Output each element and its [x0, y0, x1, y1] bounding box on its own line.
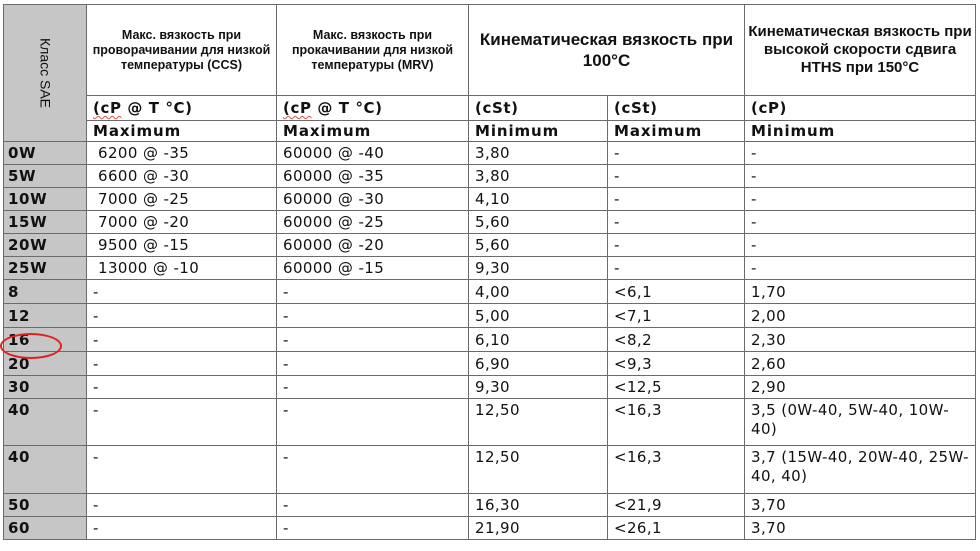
kin-min-cell: 12,50	[469, 446, 608, 494]
sae-cell: 50	[4, 494, 87, 517]
table-row	[4, 304, 976, 328]
table-row	[4, 494, 976, 517]
hths-cell: -	[745, 165, 976, 188]
kin-max-cell: <7,1	[608, 304, 745, 328]
mrv-cell: -	[277, 494, 469, 517]
mrv-unit-temp: @ T °C)	[311, 99, 383, 117]
kin-min-cell: 9,30	[469, 257, 608, 280]
table-row	[4, 211, 976, 234]
mrv-cell: -	[277, 304, 469, 328]
ccs-cell: 13000 @ -10	[87, 257, 277, 280]
ccs-cell: -	[87, 399, 277, 446]
hths-cell: 1,70	[745, 280, 976, 304]
sae-cell: 10W	[4, 188, 87, 211]
kin-min-cell: 21,90	[469, 517, 608, 540]
hths-cell: 2,60	[745, 352, 976, 376]
kin-min-cell: 5,00	[469, 304, 608, 328]
header-row	[4, 5, 976, 96]
mrv-cell: 60000 @ -20	[277, 234, 469, 257]
hths-cell: 3,70	[745, 517, 976, 540]
kin-min-cell: 3,80	[469, 142, 608, 165]
kin-min-cell: 16,30	[469, 494, 608, 517]
mrv-cell: 60000 @ -15	[277, 257, 469, 280]
sae-cell: 25W	[4, 257, 87, 280]
ccs-cell: -	[87, 280, 277, 304]
sae-cell: 5W	[4, 165, 87, 188]
ccs-cell: -	[87, 352, 277, 376]
table-row	[4, 328, 976, 352]
sae-cell: 30	[4, 376, 87, 399]
kin-max-cell: -	[608, 142, 745, 165]
kinematic-header: Кинематическая вязкость при 100°C	[469, 5, 745, 96]
mrv-cell: 60000 @ -40	[277, 142, 469, 165]
mrv-unit-cp: (cP	[283, 99, 312, 117]
hths-cell: -	[745, 188, 976, 211]
hths-cell: 2,30	[745, 328, 976, 352]
kin-max-cell: <8,2	[608, 328, 745, 352]
kin-max-cell: -	[608, 257, 745, 280]
mrv-cell: -	[277, 352, 469, 376]
sae-cell: 12	[4, 304, 87, 328]
hths-cell: -	[745, 234, 976, 257]
sae-cell: 0W	[4, 142, 87, 165]
ccs-unit-cp: (cP	[93, 99, 122, 117]
kin-max-cell: <12,5	[608, 376, 745, 399]
ccs-cell: 6200 @ -35	[87, 142, 277, 165]
ccs-cell: 7000 @ -20	[87, 211, 277, 234]
mrv-cell: -	[277, 280, 469, 304]
kin-min-limit: Minimum	[469, 121, 608, 142]
kin-max-cell: <16,3	[608, 399, 745, 446]
mrv-cell: 60000 @ -35	[277, 165, 469, 188]
ccs-cell: -	[87, 517, 277, 540]
sae-cell: 16	[4, 328, 87, 352]
ccs-cell: -	[87, 304, 277, 328]
hths-cell: -	[745, 142, 976, 165]
hths-cell: 2,00	[745, 304, 976, 328]
mrv-limit: Maximum	[277, 121, 469, 142]
table-row	[4, 280, 976, 304]
ccs-cell: -	[87, 328, 277, 352]
kin-min-cell: 4,00	[469, 280, 608, 304]
kin-min-cell: 12,50	[469, 399, 608, 446]
table-row	[4, 399, 976, 446]
hths-header: Кинематическая вязкость при высокой скорости сдвига HTHS при 150°C	[745, 5, 976, 96]
hths-unit: (cP)	[745, 96, 976, 121]
hths-cell: -	[745, 211, 976, 234]
table-row	[4, 352, 976, 376]
table-row	[4, 376, 976, 399]
ccs-unit	[87, 96, 277, 121]
kin-max-cell: -	[608, 165, 745, 188]
kin-min-cell: 6,90	[469, 352, 608, 376]
ccs-cell: -	[87, 446, 277, 494]
kin-min-cell: 5,60	[469, 211, 608, 234]
table-row	[4, 446, 976, 494]
ccs-cell: 9500 @ -15	[87, 234, 277, 257]
mrv-cell: -	[277, 399, 469, 446]
mrv-cell: -	[277, 376, 469, 399]
ccs-cell: 6600 @ -30	[87, 165, 277, 188]
sae-cell: 20	[4, 352, 87, 376]
hths-cell: 3,5 (0W-40, 5W-40, 10W-40)	[745, 399, 976, 446]
table-row	[4, 165, 976, 188]
sae-class-header	[4, 5, 87, 142]
sae-cell: 8	[4, 280, 87, 304]
table-row	[4, 257, 976, 280]
kin-max-cell: <9,3	[608, 352, 745, 376]
sae-cell: 20W	[4, 234, 87, 257]
ccs-header: Макс. вязкость при проворачивании для низкой температуры (CCS)	[87, 5, 277, 96]
units-row	[4, 96, 976, 121]
table-row	[4, 188, 976, 211]
sae-cell: 60	[4, 517, 87, 540]
mrv-cell: 60000 @ -30	[277, 188, 469, 211]
kin-max-cell: <26,1	[608, 517, 745, 540]
ccs-cell: 7000 @ -25	[87, 188, 277, 211]
kin-min-unit: (cSt)	[469, 96, 608, 121]
sae-viscosity-table	[3, 4, 976, 540]
mrv-cell: -	[277, 328, 469, 352]
kin-min-cell: 9,30	[469, 376, 608, 399]
ccs-limit: Maximum	[87, 121, 277, 142]
mrv-cell: -	[277, 517, 469, 540]
table-row	[4, 517, 976, 540]
kin-max-cell: <6,1	[608, 280, 745, 304]
sae-class-label: Класс SAE	[37, 37, 54, 109]
highlight-circle	[0, 333, 62, 359]
kin-min-cell: 4,10	[469, 188, 608, 211]
ccs-cell: -	[87, 376, 277, 399]
hths-cell: 3,70	[745, 494, 976, 517]
ccs-unit-temp: @ T °C)	[121, 99, 193, 117]
kin-min-cell: 6,10	[469, 328, 608, 352]
limits-row	[4, 121, 976, 142]
sae-cell: 40	[4, 446, 87, 494]
mrv-cell: 60000 @ -25	[277, 211, 469, 234]
kin-max-cell: <16,3	[608, 446, 745, 494]
table-row	[4, 234, 976, 257]
kin-max-cell: -	[608, 188, 745, 211]
mrv-cell: -	[277, 446, 469, 494]
kin-max-cell: -	[608, 211, 745, 234]
sae-cell: 40	[4, 399, 87, 446]
hths-cell: -	[745, 257, 976, 280]
hths-limit: Minimum	[745, 121, 976, 142]
mrv-unit	[277, 96, 469, 121]
kin-min-cell: 3,80	[469, 165, 608, 188]
ccs-cell: -	[87, 494, 277, 517]
hths-cell: 2,90	[745, 376, 976, 399]
sae-cell: 15W	[4, 211, 87, 234]
kin-max-cell: -	[608, 234, 745, 257]
kin-min-cell: 5,60	[469, 234, 608, 257]
hths-cell: 3,7 (15W-40, 20W-40, 25W-40, 40)	[745, 446, 976, 494]
kin-max-limit: Maximum	[608, 121, 745, 142]
kin-max-unit: (cSt)	[608, 96, 745, 121]
mrv-header: Макс. вязкость при прокачивании для низкой температуры (MRV)	[277, 5, 469, 96]
kin-max-cell: <21,9	[608, 494, 745, 517]
table-row	[4, 142, 976, 165]
